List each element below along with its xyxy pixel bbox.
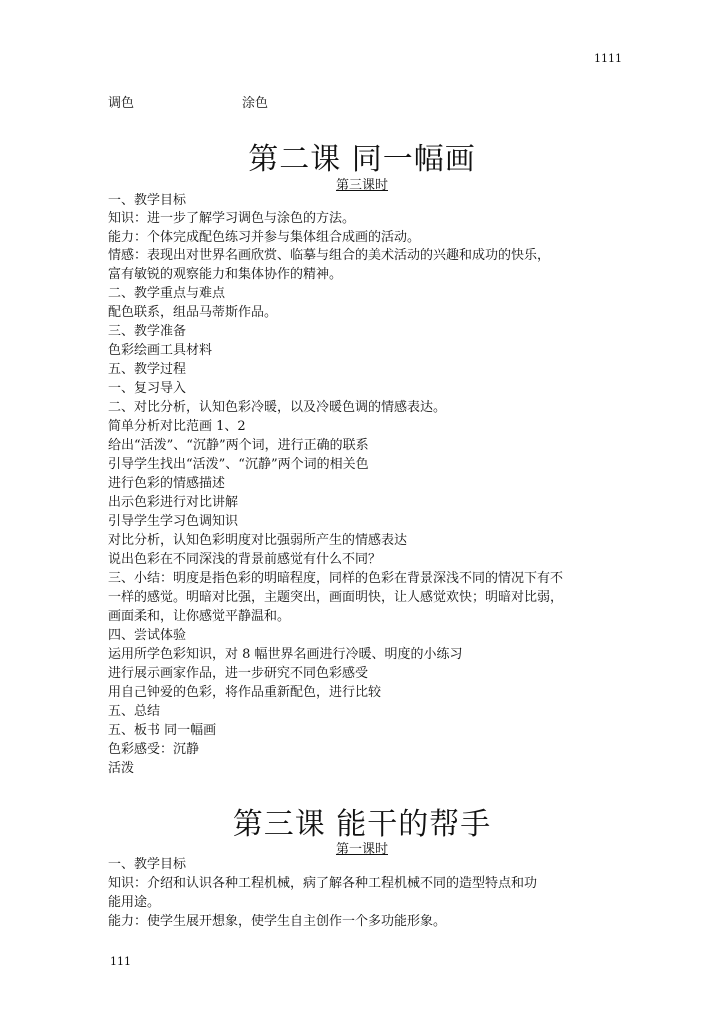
body-line: 引导学生学习色调知识 [108,514,239,529]
body-line: 能用途。 [108,895,161,910]
body-line: 二、对比分析，认知色彩冷暖，以及冷暖色调的情感表达。 [108,400,447,415]
body-line: 三、教学准备 [108,324,187,339]
body-line: 色彩感受：沉静 [108,742,200,757]
body-line: 说出色彩在不同深浅的背景前感觉有什么不同？ [108,552,382,567]
body-line: 能力：使学生展开想象，使学生自主创作一个多功能形象。 [108,914,447,929]
body-line: 给出“活泼”、“沉静”两个词，进行正确的联系 [108,438,369,453]
body-line: 简单分析对比范画 1、2 [108,419,246,434]
body-line: 二、教学重点与难点 [108,286,226,301]
body-line: 四、尝试体验 [108,628,187,643]
body-line: 一、教学目标 [108,193,187,208]
lesson2-title: 第二课 同一幅画 [248,142,476,177]
body-line: 五、板书 同一幅画 [108,723,217,738]
body-line: 五、总结 [108,704,161,719]
body-line: 用自己钟爱的色彩，将作品重新配色，进行比较 [108,685,382,700]
lesson2-subtitle: 第三课时 [335,178,388,193]
body-line: 一样的感觉。明暗对比强，主题突出，画面明快，让人感觉欢快；明暗对比弱， [108,590,564,605]
body-line: 进行色彩的情感描述 [108,476,226,491]
body-line: 画面柔和，让你感觉平静温和。 [108,609,291,624]
page-number-bottom: 111 [110,955,131,968]
body-line: 情感：表现出对世界名画欣赏、临摹与组合的美术活动的兴趣和成功的快乐， [108,248,551,263]
body-line: 能力：个体完成配色练习并参与集体组合成画的活动。 [108,230,421,245]
page-number-top: 1111 [594,52,622,65]
body-line: 进行展示画家作品，进一步研究不同色彩感受 [108,666,369,681]
lesson3-title: 第三课 能干的帮手 [232,807,492,842]
body-line: 对比分析，认知色彩明度对比强弱所产生的情感表达 [108,533,408,548]
body-line: 三、小结：明度是指色彩的明暗程度，同样的色彩在背景深浅不同的情况下有不 [108,571,564,586]
body-line: 活泼 [108,761,135,776]
body-line: 五、教学过程 [108,362,187,377]
top-line-left: 调色 [108,96,135,111]
body-line: 知识：进一步了解学习调色与涂色的方法。 [108,211,356,226]
body-line: 色彩绘画工具材料 [108,343,213,358]
body-line: 出示色彩进行对比讲解 [108,495,239,510]
top-line-right: 涂色 [242,96,269,111]
body-line: 一、复习导入 [108,381,187,396]
body-line: 配色联系，组品马蒂斯作品。 [108,305,278,320]
body-line: 运用所学色彩知识，对 8 幅世界名画进行冷暖、明度的小练习 [108,647,463,662]
body-line: 知识：介绍和认识各种工程机械，病了解各种工程机械不同的造型特点和功 [108,876,538,891]
body-line: 引导学生找出“活泼”、“沉静”两个词的相关色 [108,457,369,472]
body-line: 一、教学目标 [108,857,187,872]
body-line: 富有敏锐的观察能力和集体协作的精神。 [108,267,343,282]
lesson3-subtitle: 第一课时 [335,842,388,857]
